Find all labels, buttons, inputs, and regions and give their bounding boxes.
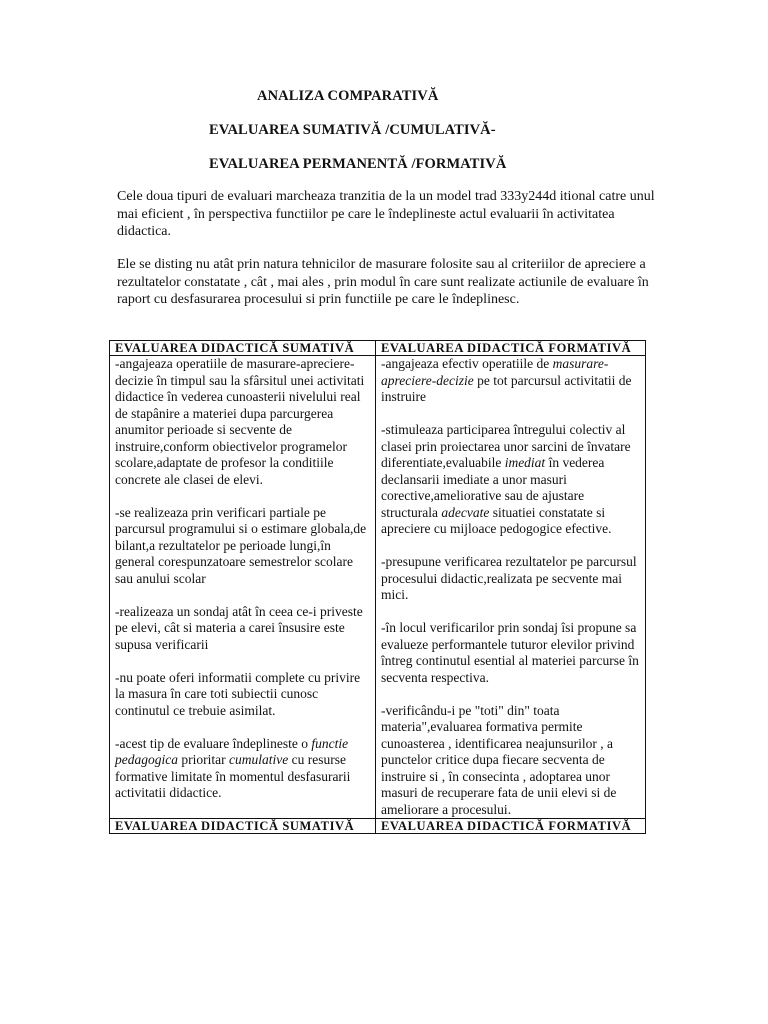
- intro-paragraph: Cele doua tipuri de evaluari marcheaza tranzitia de la un model trad 333y244d itional catre unul mai eficient , în perspectiva functiilor pe care le îndeplineste actul evaluarii în activitatea didactica.: [117, 189, 655, 239]
- summative-point-5-emphasis-function: functie pedagogica: [115, 735, 349, 767]
- header-formative: EVALUAREA DIDACTICĂ FORMATIVĂ: [376, 341, 646, 356]
- summative-point-5-emphasis-cumulative: cumulative: [228, 752, 289, 767]
- table-body-row: [110, 356, 646, 819]
- distinction-paragraph: Ele se disting nu atât prin natura tehnicilor de masurare folosite sau al criteriilor de apreciere a rezultatelor constatate , cât , mai ales , prin modul în care sunt realizate actiunile de evaluare în raport cu desfasurarea procesului si prin functiile pe care le îndeplinesc.: [117, 257, 649, 307]
- table-footer-row: [110, 819, 646, 834]
- document-subtitle-formative: EVALUAREA PERMANENTĂ /FORMATIVĂ: [209, 156, 507, 172]
- footer-formative: EVALUAREA DIDACTICĂ FORMATIVĂ: [376, 819, 646, 834]
- document-title: ANALIZA COMPARATIVĂ: [257, 88, 439, 104]
- summative-point-5-text-a: -acest tip de evaluare îndeplineste o: [115, 735, 312, 751]
- formative-point-2-emphasis-adequate: adecvate: [441, 504, 490, 520]
- formative-point-2: [381, 422, 640, 538]
- formative-point-2-text-e: situatiei constatate si apreciere cu mijloace pedogogice efective.: [381, 504, 612, 536]
- document-subtitle-summative: EVALUAREA SUMATIVĂ /CUMULATIVĂ-: [209, 122, 496, 138]
- summative-point-4: -nu poate oferi informatii complete cu privire la masura în care toti subiectii cunosc continutul ce trebuie asimilat.: [115, 669, 361, 718]
- table-header-row: [110, 341, 646, 356]
- formative-point-1-emphasis: masurare-apreciere-decizie: [381, 356, 609, 388]
- summative-point-3: -realizeaza un sondaj atât în ceea ce-i priveste pe elevi, cât si materia a carei însusire este supusa verificarii: [115, 603, 363, 652]
- formative-point-1-text-a: -angajeaza efectiv operatiile de: [381, 356, 553, 371]
- formative-point-5: -verificându-i pe "toti" din" toata materia",evaluarea formativa permite cunoasterea , identificarea neajunsurilor , a punctelor critice dupa fiecare secventa de instruire si , în consecinta , adoptarea unor masuri de recuperare fata de unii elevi si de ameliorare a procesului.: [381, 702, 617, 817]
- summative-cell: [110, 356, 376, 819]
- formative-point-1: [381, 356, 640, 406]
- formative-point-3: -presupune verificarea rezultatelor pe parcursul procesului didactic,realizata pe secvente mai mici.: [381, 554, 637, 602]
- summative-point-2: -se realizeaza prin verificari partiale pe parcursul programului si o estimare globala,de bilant,a rezultatelor pe perioade lungi,în general corespunzatoare semestrelor scolare sau anului scolar: [115, 504, 367, 586]
- summative-point-1: -angajeaza operatiile de masurare-apreciere-decizie în timpul sau la sfârsitul unei activitati didactice în vederea cunoasterii nivelului real de stapânire a materiei dupa parcurgerea anumitor perioade si secvente de instruire,conform obiectivelor programelor scolare,adaptate de profesor la conditiile concrete ale clasei de elevi.: [115, 356, 365, 487]
- summative-point-5-text-e: cu resurse formative limitate în momentul desfasurarii activitatii didactice.: [115, 752, 351, 800]
- summative-point-5-text-c: prioritar: [178, 752, 229, 767]
- footer-summative: EVALUAREA DIDACTICĂ SUMATIVĂ: [110, 819, 376, 834]
- formative-point-2-text-c: în vederea declansarii imediate a unor masuri corective,ameliorative sau de ajustare structurala: [381, 455, 605, 520]
- formative-point-2-emphasis-immediate: imediat: [504, 455, 546, 470]
- header-summative: EVALUAREA DIDACTICĂ SUMATIVĂ: [110, 341, 376, 356]
- comparison-table: [109, 340, 646, 834]
- summative-point-5: [115, 736, 370, 802]
- formative-point-1-text-c: pe tot parcursul activitatii de instruire: [381, 372, 632, 404]
- formative-point-4: -în locul verificarilor prin sondaj îsi propune sa evalueze performantele tuturor elevilor privind întreg continutul esential al materiei parcurse în secventa respectiva.: [381, 620, 639, 685]
- formative-point-2-text-a: -stimuleaza participarea întregului colectiv al clasei prin proiectarea unor sarcini de învatare diferentiate,evaluabile: [381, 422, 631, 470]
- formative-cell: [376, 356, 646, 819]
